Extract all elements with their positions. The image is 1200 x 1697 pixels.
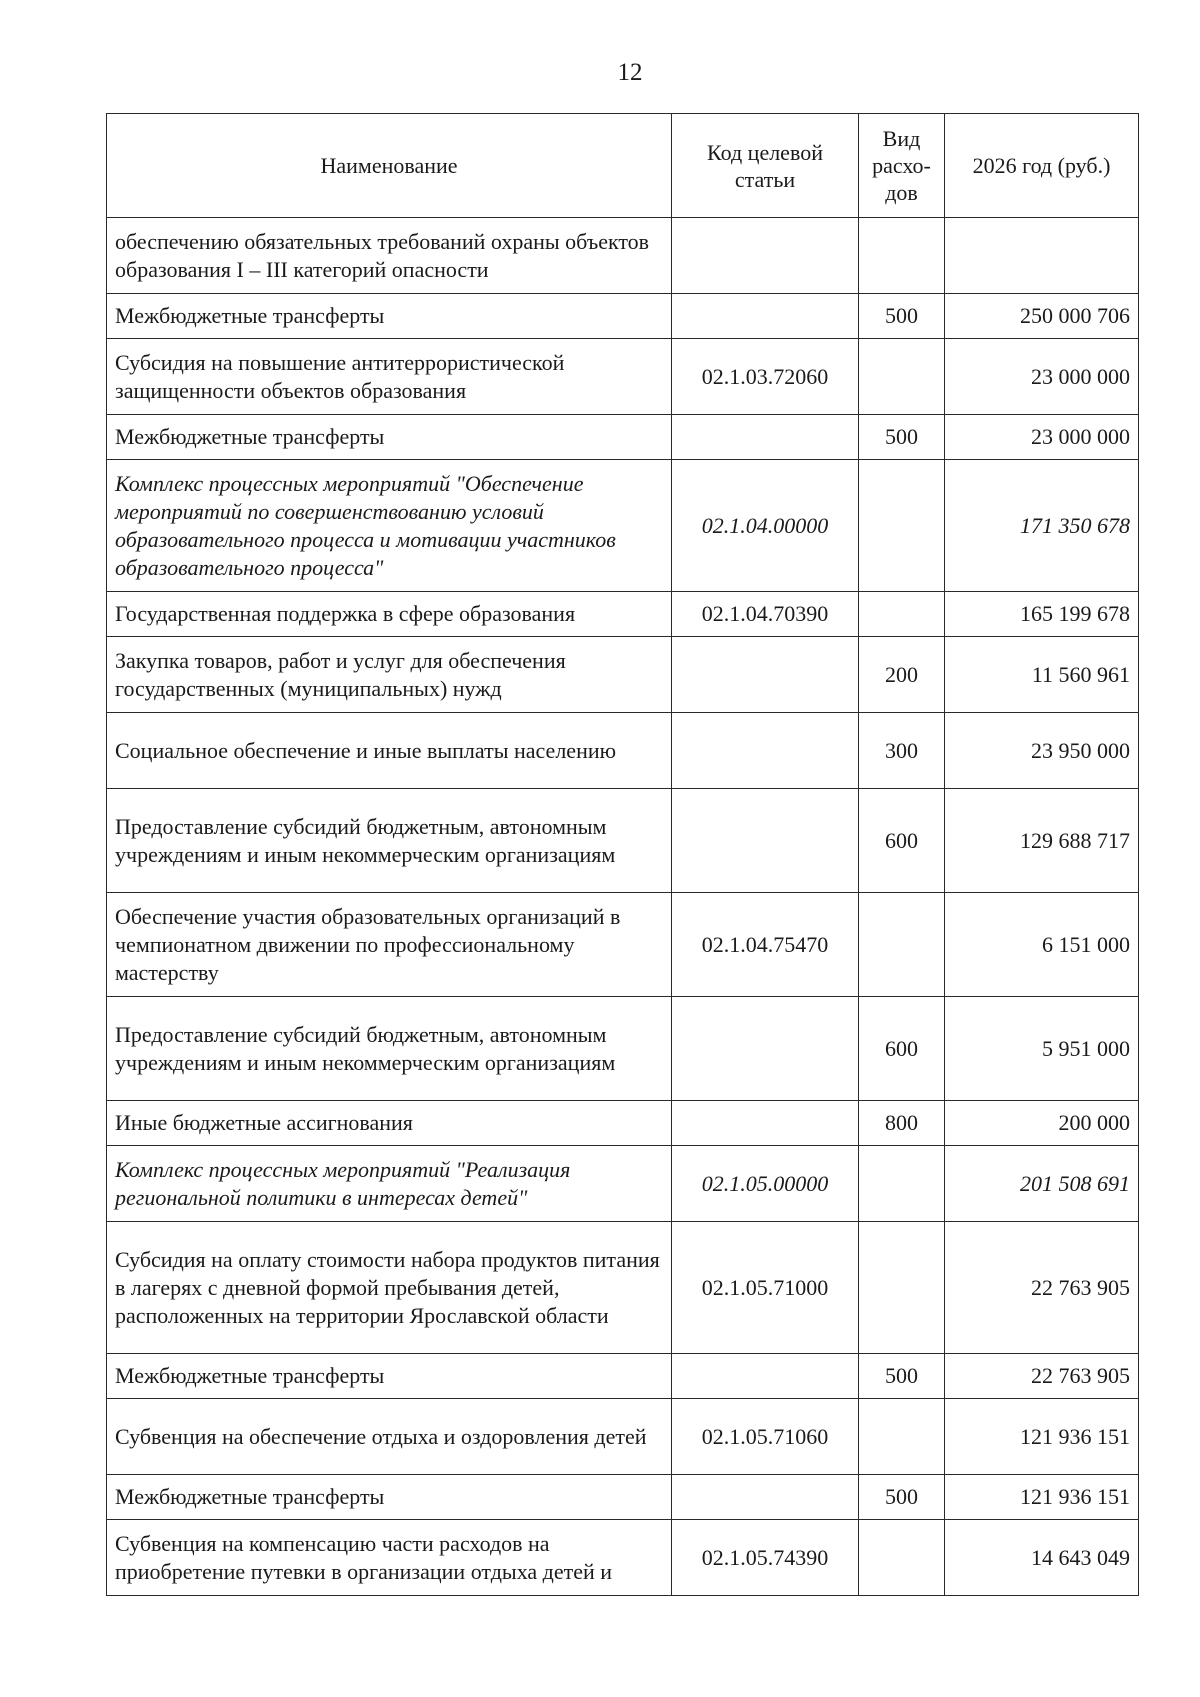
cell-name: Межбюджетные трансферты [107, 1354, 672, 1399]
cell-kind [859, 339, 945, 415]
cell-sum: 171 350 678 [945, 460, 1139, 592]
cell-code: 02.1.04.70390 [672, 592, 859, 637]
cell-code: 02.1.04.75470 [672, 893, 859, 997]
cell-name: Межбюджетные трансферты [107, 1475, 672, 1520]
cell-code [672, 997, 859, 1101]
cell-sum: 22 763 905 [945, 1222, 1139, 1354]
table-row [107, 1399, 1139, 1475]
cell-kind [859, 460, 945, 592]
cell-code [672, 1101, 859, 1146]
cell-sum: 23 000 000 [945, 339, 1139, 415]
cell-code [672, 294, 859, 339]
cell-name: обеспечению обязательных требований охраны объектов образования I – III категорий опасности [107, 218, 672, 294]
table-row [107, 1475, 1139, 1520]
cell-code [672, 789, 859, 893]
table-row [107, 294, 1139, 339]
cell-sum: 121 936 151 [945, 1399, 1139, 1475]
cell-kind [859, 592, 945, 637]
cell-kind: 800 [859, 1101, 945, 1146]
cell-name: Обеспечение участия образовательных организаций в чемпионатном движении по профессиональному мастерству [107, 893, 672, 997]
cell-kind: 500 [859, 415, 945, 460]
cell-kind [859, 1520, 945, 1596]
cell-sum: 200 000 [945, 1101, 1139, 1146]
cell-name: Предоставление субсидий бюджетным, автономным учреждениям и иным некоммерческим организациям [107, 789, 672, 893]
cell-sum: 121 936 151 [945, 1475, 1139, 1520]
cell-name: Государственная поддержка в сфере образования [107, 592, 672, 637]
cell-name: Субсидия на повышение антитеррористической защищенности объектов образования [107, 339, 672, 415]
table-row [107, 1222, 1139, 1354]
cell-name: Иные бюджетные ассигнования [107, 1101, 672, 1146]
table-body [107, 218, 1139, 1596]
cell-code: 02.1.03.72060 [672, 339, 859, 415]
cell-name: Субвенция на обеспечение отдыха и оздоровления детей [107, 1399, 672, 1475]
header-name: Наименование [107, 114, 672, 218]
cell-name: Субвенция на компенсацию части расходов на приобретение путевки в организации отдыха детей и [107, 1520, 672, 1596]
header-kind: Вид расхо- дов [859, 114, 945, 218]
cell-name: Предоставление субсидий бюджетным, автономным учреждениям и иным некоммерческим организациям [107, 997, 672, 1101]
cell-kind [859, 893, 945, 997]
table-row [107, 1101, 1139, 1146]
cell-name: Межбюджетные трансферты [107, 415, 672, 460]
table-row [107, 460, 1139, 592]
cell-kind: 500 [859, 294, 945, 339]
table-row [107, 415, 1139, 460]
page-number: 12 [617, 59, 643, 86]
table-row [107, 997, 1139, 1101]
table-row [107, 1146, 1139, 1222]
cell-kind: 500 [859, 1475, 945, 1520]
cell-kind: 600 [859, 789, 945, 893]
cell-kind: 500 [859, 1354, 945, 1399]
cell-code: 02.1.05.74390 [672, 1520, 859, 1596]
cell-name: Субсидия на оплату стоимости набора продуктов питания в лагерях с дневной формой пребывания детей, расположенных на территории Ярославской области [107, 1222, 672, 1354]
cell-code: 02.1.05.71060 [672, 1399, 859, 1475]
table-row [107, 1354, 1139, 1399]
cell-code [672, 713, 859, 789]
cell-code [672, 637, 859, 713]
cell-name: Закупка товаров, работ и услуг для обеспечения государственных (муниципальных) нужд [107, 637, 672, 713]
table-row [107, 1520, 1139, 1596]
cell-kind [859, 1146, 945, 1222]
table-header-row [107, 114, 1139, 218]
cell-code [672, 1475, 859, 1520]
cell-code [672, 1354, 859, 1399]
cell-name: Комплекс процессных мероприятий "Обеспечение мероприятий по совершенствованию условий образовательного процесса и мотивации участников образовательного процесса" [107, 460, 672, 592]
cell-sum: 23 950 000 [945, 713, 1139, 789]
cell-name: Комплекс процессных мероприятий "Реализация региональной политики в интересах детей" [107, 1146, 672, 1222]
table-row [107, 637, 1139, 713]
cell-kind [859, 1399, 945, 1475]
cell-code [672, 415, 859, 460]
table-row [107, 789, 1139, 893]
cell-kind [859, 1222, 945, 1354]
table-row [107, 592, 1139, 637]
cell-kind: 200 [859, 637, 945, 713]
cell-sum: 129 688 717 [945, 789, 1139, 893]
cell-kind [859, 218, 945, 294]
cell-code: 02.1.05.71000 [672, 1222, 859, 1354]
cell-sum: 250 000 706 [945, 294, 1139, 339]
table-row [107, 339, 1139, 415]
cell-code [672, 218, 859, 294]
cell-sum: 201 508 691 [945, 1146, 1139, 1222]
cell-code: 02.1.05.00000 [672, 1146, 859, 1222]
header-sum: 2026 год (руб.) [945, 114, 1139, 218]
header-code: Код целевой статьи [672, 114, 859, 218]
cell-sum: 11 560 961 [945, 637, 1139, 713]
cell-sum: 165 199 678 [945, 592, 1139, 637]
table-row [107, 893, 1139, 997]
cell-kind: 300 [859, 713, 945, 789]
cell-kind: 600 [859, 997, 945, 1101]
cell-name: Социальное обеспечение и иные выплаты населению [107, 713, 672, 789]
cell-sum: 23 000 000 [945, 415, 1139, 460]
cell-sum: 6 151 000 [945, 893, 1139, 997]
cell-name: Межбюджетные трансферты [107, 294, 672, 339]
cell-sum: 22 763 905 [945, 1354, 1139, 1399]
cell-sum: 5 951 000 [945, 997, 1139, 1101]
budget-table [106, 113, 1139, 1596]
cell-sum: 14 643 049 [945, 1520, 1139, 1596]
table-row [107, 218, 1139, 294]
table-row [107, 713, 1139, 789]
cell-sum [945, 218, 1139, 294]
cell-code: 02.1.04.00000 [672, 460, 859, 592]
